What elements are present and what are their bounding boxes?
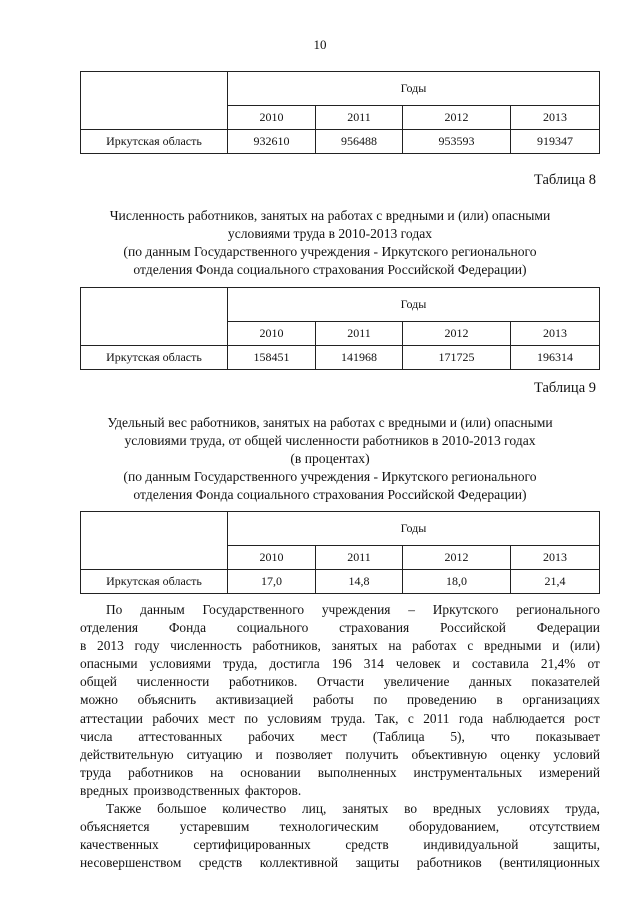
- text-line: [80, 728, 600, 746]
- years-header: Годы: [228, 72, 600, 106]
- years-header: Годы: [228, 512, 600, 546]
- word: в: [496, 692, 503, 708]
- word: достигла: [269, 656, 320, 672]
- word: данных: [469, 674, 512, 690]
- text-line: [80, 673, 600, 691]
- word: средств: [345, 837, 389, 853]
- year-cell: 2010: [228, 546, 316, 570]
- word: производственных: [133, 782, 240, 798]
- year-cell: 2011: [316, 106, 403, 130]
- word: 196: [331, 656, 352, 672]
- table-9: [80, 511, 600, 594]
- word: –: [408, 602, 415, 617]
- table-8: [80, 287, 600, 370]
- word: страхования: [339, 620, 410, 636]
- word: организациях: [522, 692, 600, 708]
- word: выполненных: [317, 764, 397, 780]
- text-line: [80, 619, 600, 637]
- word: наблюдается: [492, 710, 565, 726]
- word: количество: [222, 801, 287, 816]
- word: несовершенством: [80, 855, 182, 871]
- word: вредных: [80, 782, 129, 798]
- word: устаревшим: [179, 819, 250, 835]
- word: составила: [471, 656, 529, 672]
- value-cell: 17,0: [228, 570, 316, 594]
- word: мест: [320, 728, 347, 744]
- empty-header-cell: [81, 512, 228, 570]
- paragraph-1: [80, 601, 600, 800]
- year-cell: 2013: [511, 322, 600, 346]
- caption-line: условиями труда, от общей численности работников в 2010-2013 годах: [124, 433, 536, 448]
- word: труда: [80, 764, 112, 780]
- word: сертифицированных: [193, 837, 311, 853]
- word: аттестации: [80, 710, 143, 726]
- word: работников.: [228, 674, 298, 690]
- empty-header-cell: [81, 72, 228, 130]
- value-cell: 919347: [511, 130, 600, 154]
- word: и: [452, 656, 460, 672]
- word: проведению: [406, 692, 477, 708]
- word: году: [134, 638, 160, 654]
- word: числа: [80, 728, 113, 744]
- word: и: [552, 638, 560, 654]
- region-cell: Иркутская область: [81, 130, 228, 154]
- word: численности: [136, 674, 210, 690]
- year-cell: 2012: [403, 546, 511, 570]
- word: во: [404, 801, 418, 816]
- word: большое: [157, 801, 207, 816]
- word: основании: [240, 764, 301, 780]
- year-cell: 2013: [511, 106, 600, 130]
- table-continued: [80, 71, 600, 154]
- region-cell: Иркутская область: [81, 346, 228, 370]
- word: качественных: [80, 837, 159, 853]
- word: на: [388, 638, 402, 654]
- word: человек: [395, 656, 441, 672]
- word: 2011: [423, 710, 450, 726]
- word: Отчасти: [316, 674, 365, 690]
- value-cell: 14,8: [316, 570, 403, 594]
- text-line: [80, 764, 600, 782]
- word: труда,: [565, 801, 600, 816]
- word: Также: [106, 801, 142, 816]
- word: занятых: [331, 638, 378, 654]
- caption-line: (по данным Государственного учреждения - Иркутского регионального: [123, 244, 537, 259]
- value-cell: 158451: [228, 346, 316, 370]
- word: Государственного: [202, 602, 305, 617]
- word: (Таблица: [372, 728, 425, 744]
- word: защиты,: [553, 837, 600, 853]
- year-cell: 2011: [316, 322, 403, 346]
- word: работников: [416, 855, 482, 871]
- text-line: [80, 655, 600, 673]
- word: 314: [363, 656, 384, 672]
- word: 2013: [97, 638, 124, 654]
- word: по: [373, 692, 388, 708]
- word: Иркутского: [432, 602, 499, 617]
- word: что: [490, 728, 510, 744]
- word: объективную: [411, 746, 488, 762]
- word: работников: [128, 764, 194, 780]
- text-line: [80, 601, 600, 619]
- paragraph-2: [80, 800, 600, 872]
- word: вредных: [432, 801, 482, 816]
- page-number: 10: [313, 37, 327, 52]
- word: регионального: [516, 602, 600, 617]
- word: мест: [208, 710, 235, 726]
- word: социального: [236, 620, 309, 636]
- text-line: [80, 818, 600, 836]
- table-8-caption: [70, 207, 590, 279]
- word: объясняется: [80, 819, 150, 835]
- word: труда.: [330, 710, 366, 726]
- word: аттестованных: [138, 728, 223, 744]
- text-line: [80, 746, 600, 764]
- word: получить: [345, 746, 399, 762]
- value-cell: 932610: [228, 130, 316, 154]
- word: вредными: [484, 638, 542, 654]
- word: (вентиляционных: [499, 855, 600, 871]
- caption-line: (по данным Государственного учреждения - Иркутского регионального: [123, 469, 537, 484]
- value-cell: 956488: [316, 130, 403, 154]
- value-cell: 18,0: [403, 570, 511, 594]
- word: на: [210, 764, 224, 780]
- word: и: [255, 746, 263, 762]
- year-cell: 2012: [403, 322, 511, 346]
- value-cell: 21,4: [511, 570, 600, 594]
- word: активизацией: [215, 692, 294, 708]
- word: труда,: [222, 656, 258, 672]
- word: Фонда: [168, 620, 207, 636]
- word: технологическим: [279, 819, 379, 835]
- word: индивидуальной: [423, 837, 519, 853]
- word: условиях: [497, 801, 550, 816]
- word: Так,: [374, 710, 399, 726]
- word: условиями: [149, 656, 211, 672]
- word: Федерации: [536, 620, 600, 636]
- word: оборудованием,: [408, 819, 500, 835]
- empty-header-cell: [81, 288, 228, 346]
- word: условиям: [267, 710, 322, 726]
- word: занятых: [342, 801, 389, 816]
- year-cell: 2012: [403, 106, 511, 130]
- word: условий: [553, 746, 600, 762]
- word: инструментальных: [413, 764, 523, 780]
- years-header: Годы: [228, 288, 600, 322]
- word: опасными: [80, 656, 138, 672]
- region-cell: Иркутская область: [81, 570, 228, 594]
- word: объяснить: [137, 692, 197, 708]
- year-cell: 2013: [511, 546, 600, 570]
- word: защиты: [355, 855, 400, 871]
- word: с: [467, 638, 474, 654]
- word: действительную: [80, 746, 174, 762]
- text-line: [80, 782, 600, 800]
- word: по: [244, 710, 258, 726]
- word: можно: [80, 692, 118, 708]
- word: 5),: [450, 728, 465, 744]
- text-line: [80, 691, 600, 709]
- word: Российской: [439, 620, 506, 636]
- word: средств: [198, 855, 243, 871]
- word: отсутствием: [529, 819, 600, 835]
- text-line: [80, 836, 600, 854]
- value-cell: 953593: [403, 130, 511, 154]
- table-9-caption: [70, 414, 590, 504]
- word: 21,4%: [540, 656, 576, 672]
- word: года: [458, 710, 484, 726]
- word: (или): [569, 638, 600, 654]
- word: работников,: [252, 638, 321, 654]
- word: оценку: [500, 746, 541, 762]
- word: показывает: [535, 728, 600, 744]
- year-cell: 2011: [316, 546, 403, 570]
- word: в: [80, 638, 87, 654]
- year-cell: 2010: [228, 106, 316, 130]
- word: рабочих: [152, 710, 199, 726]
- word: работах: [412, 638, 457, 654]
- word: измерений: [539, 764, 600, 780]
- table-8-label: Таблица 8: [533, 172, 596, 188]
- word: факторов.: [244, 782, 302, 798]
- word: коллективной: [259, 855, 339, 871]
- word: показателей: [531, 674, 600, 690]
- word: увеличение: [383, 674, 450, 690]
- word: лиц,: [301, 801, 327, 816]
- word: данным: [140, 602, 185, 617]
- word: общей: [80, 674, 117, 690]
- value-cell: 141968: [316, 346, 403, 370]
- caption-line: условиями труда в 2010-2013 годах: [227, 226, 433, 241]
- caption-line: Численность работников, занятых на работах с вредными и (или) опасными: [109, 208, 551, 223]
- word: работы: [312, 692, 354, 708]
- word: отделения: [80, 620, 139, 636]
- text-line: [80, 854, 600, 872]
- word: рост: [574, 710, 600, 726]
- caption-line: отделения Фонда социального страхования Российской Федерации): [133, 487, 527, 502]
- word: позволяет: [275, 746, 333, 762]
- caption-line: отделения Фонда социального страхования Российской Федерации): [133, 262, 527, 277]
- word: рабочих: [248, 728, 295, 744]
- value-cell: 196314: [511, 346, 600, 370]
- caption-line: (в процентах): [290, 451, 370, 466]
- word: По: [106, 602, 123, 617]
- text-line: [80, 637, 600, 655]
- word: учреждения: [321, 602, 391, 617]
- word: ситуацию: [186, 746, 243, 762]
- table-9-label: Таблица 9: [533, 380, 596, 396]
- text-line: [80, 800, 600, 818]
- year-cell: 2010: [228, 322, 316, 346]
- text-line: [80, 710, 600, 728]
- word: с: [407, 710, 414, 726]
- word: численность: [170, 638, 242, 654]
- value-cell: 171725: [403, 346, 511, 370]
- word: от: [587, 656, 600, 672]
- caption-line: Удельный вес работников, занятых на работах с вредными и (или) опасными: [107, 415, 553, 430]
